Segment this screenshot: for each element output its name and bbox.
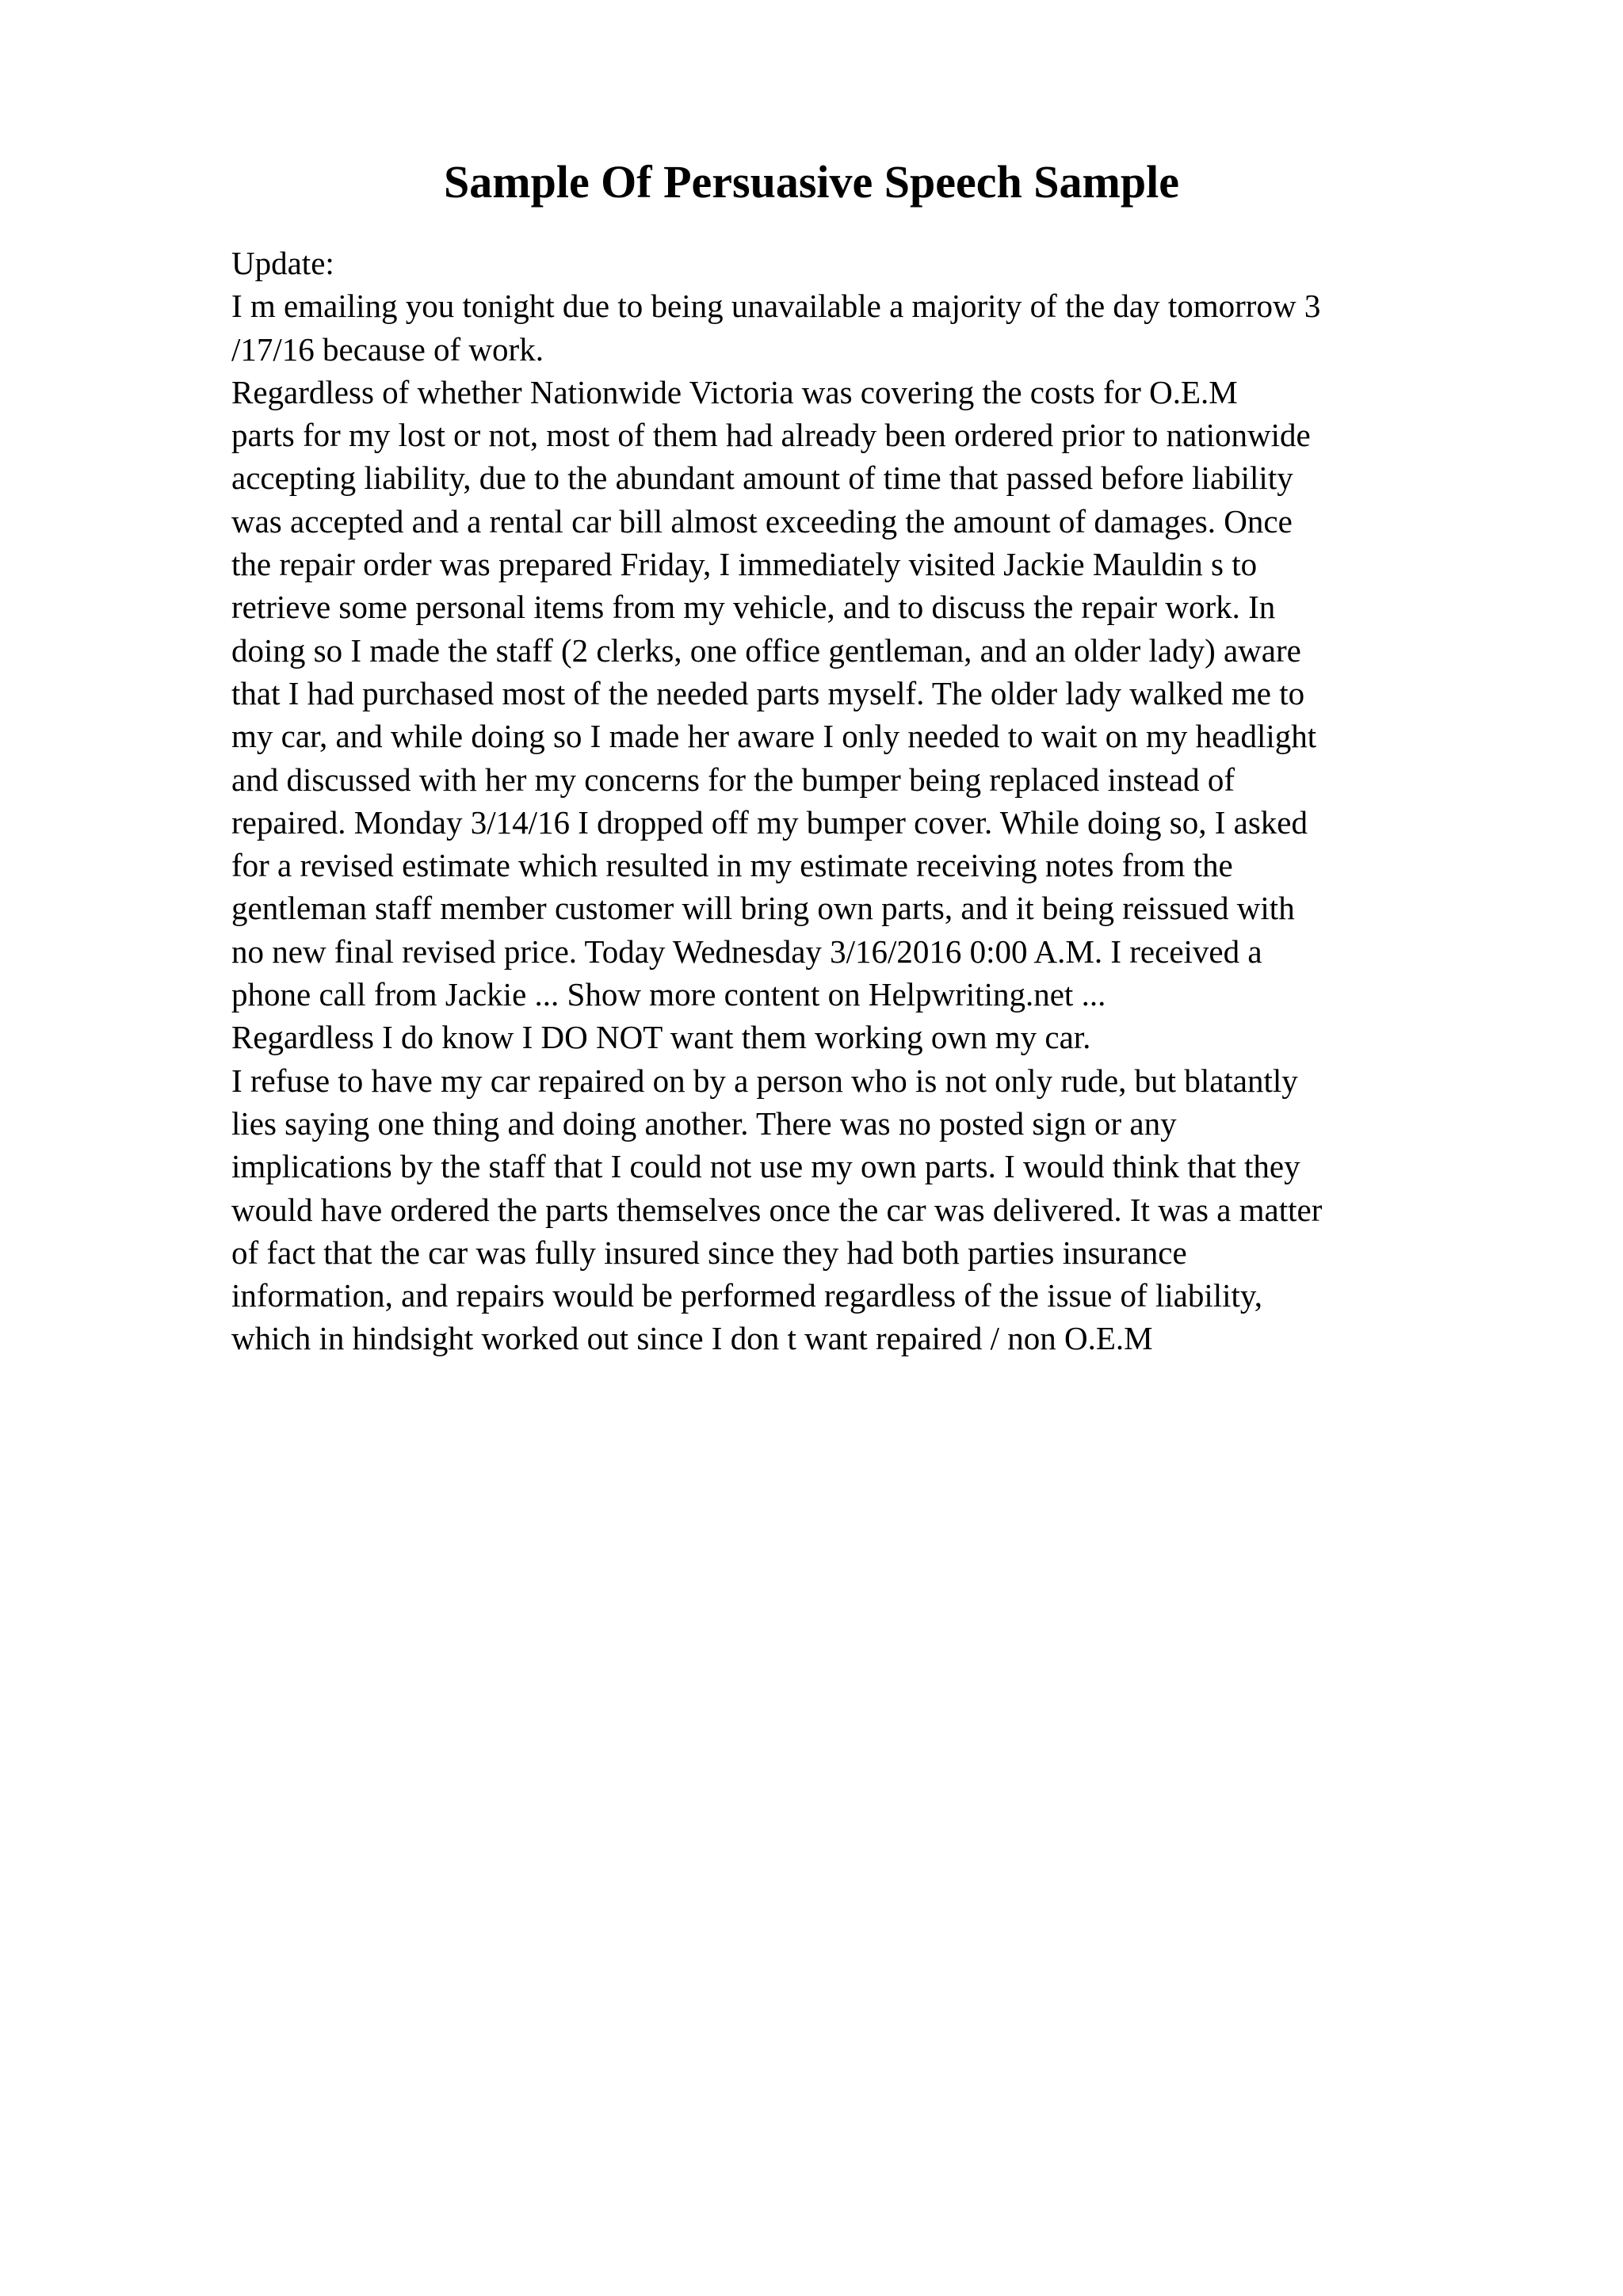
body-line: my car, and while doing so I made her aware I only needed to wait on my headlight [231,718,1317,755]
body-line: no new final revised price. Today Wednesday 3/16/2016 0:00 A.M. I received a [231,933,1262,970]
body-line: information, and repairs would be performed regardless of the issue of liability, [231,1277,1262,1314]
page-title: Sample Of Persuasive Speech Sample [444,156,1179,208]
body-line: implications by the staff that I could not use my own parts. I would think that they [231,1148,1300,1185]
body-line: accepting liability, due to the abundant amount of time that passed before liability [231,460,1293,497]
body-line: Update: [231,245,334,281]
body-line: that I had purchased most of the needed parts myself. The older lady walked me to [231,674,1305,711]
body-line: doing so I made the staff (2 clerks, one office gentleman, and an older lady) aware [231,631,1301,669]
body-line: gentleman staff member customer will bring own parts, and it being reissued with [231,890,1295,927]
body-line: which in hindsight worked out since I don t want repaired / non O.E.M [231,1320,1153,1357]
body-line: was accepted and a rental car bill almost exceeding the amount of damages. Once [231,502,1293,540]
body-line: Regardless I do know I DO NOT want them working own my car. [231,1019,1091,1056]
body-line: lies saying one thing and doing another. There was no posted sign or any [231,1104,1177,1142]
body-line: for a revised estimate which resulted in my estimate receiving notes from the [231,847,1233,884]
body-line: /17/16 because of work. [231,330,544,368]
body-line: parts for my lost or not, most of them had already been ordered prior to nationwide [231,417,1311,454]
body-line: repaired. Monday 3/14/16 I dropped off my bumper cover. While doing so, I asked [231,803,1308,841]
document-body [231,242,1499,1360]
body-line: would have ordered the parts themselves once the car was delivered. It was a matter [231,1191,1323,1228]
body-line: I m emailing you tonight due to being unavailable a majority of the day tomorrow 3 [231,288,1321,325]
body-line: I refuse to have my car repaired on by a person who is not only rude, but blatantly [231,1062,1298,1099]
body-line: and discussed with her my concerns for the bumper being replaced instead of [231,761,1235,798]
body-line: Regardless of whether Nationwide Victoria was covering the costs for O.E.M [231,373,1238,410]
body-line: retrieve some personal items from my vehicle, and to discuss the repair work. In [231,589,1276,626]
body-line: the repair order was prepared Friday, I immediately visited Jackie Mauldin s to [231,546,1258,583]
body-line: of fact that the car was fully insured since they had both parties insurance [231,1234,1187,1271]
body-line: phone call from Jackie ... Show more content on Helpwriting.net ... [231,976,1106,1013]
